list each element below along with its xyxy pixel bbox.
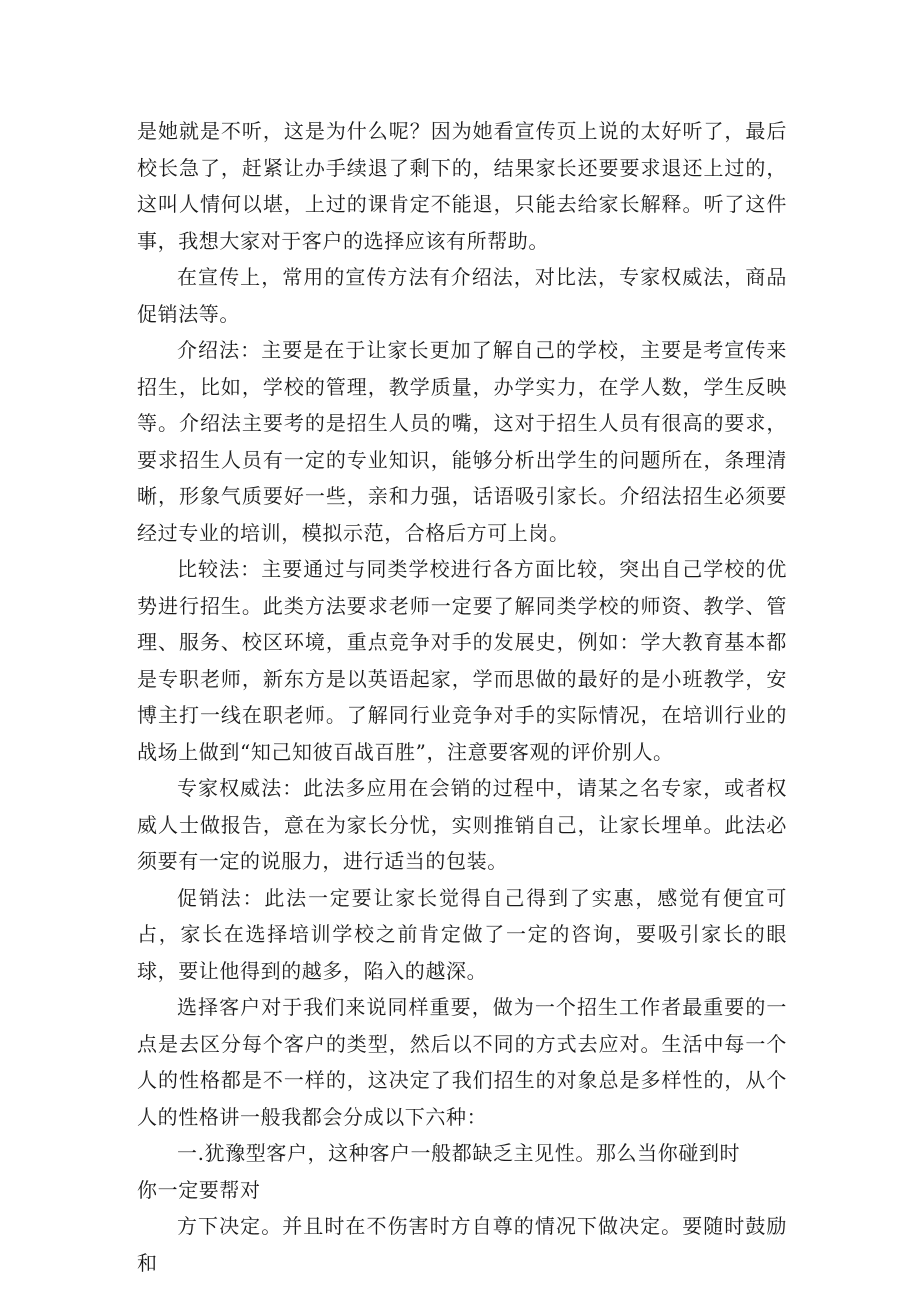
paragraph-promotion-sales-method: 促销法：此法一定要让家长觉得自己得到了实惠，感觉有便宜可占，家长在选择培训学校之前肯定做了一定的咨询，要吸引家长的眼球，要让他得到的越多，陷入的越深。 [137,885,787,983]
paragraph-decision-help: 方下决定。并且时在不伤害时方自尊的情况下做决定。要随时鼓励和 [137,1214,787,1275]
paragraph-expert-method: 专家权威法：此法多应用在会销的过程中，请某之名专家，或者权威人士做报告，意在为家长分忧，实则推销自己，让家长埋单。此法必须要有一定的说服力，进行适当的包装。 [137,776,787,873]
document-body [137,113,787,1281]
paragraph-comparison-method: 比较法：主要通过与同类学校进行各方面比较，突出自己学校的优势进行招生。此类方法要求老师一定要了解同类学校的师资、教学、管理、服务、校区环境，重点竞争对手的发展史，例如：学大教育基本都是专职老师，新东方是以英语起家，学而思做的最好的是小班教学，安博主打一线在职老师。了解同行业竞争对手的实际情况，在培训行业的战场上做到“知己知彼百战百胜”，注意要客观的评价别人。 [137,557,787,764]
paragraph-introduction-method: 介绍法：主要是在于让家长更加了解自己的学校，主要是考宣传来招生，比如，学校的管理，教学质量，办学实力，在学人数，学生反映等。介绍法主要考的是招生人员的嘴，这对于招生人员有很高的要求，要求招生人员有一定的专业知识，能够分析出学生的问题所在，条理清晰，形象气质要好一些，亲和力强，话语吸引家长。介绍法招生必须要经过专业的培训，模拟示范，合格后方可上岗。 [137,338,787,545]
paragraph-customer-selection: 选择客户对于我们来说同样重要，做为一个招生工作者最重要的一点是去区分每个客户的类型，然后以不同的方式去应对。生活中每一个人的性格都是不一样的，这决定了我们招生的对象总是多样性的，从个人的性格讲一般我都会分成以下六种： [137,995,787,1129]
paragraph-promotion-methods: 在宣传上，常用的宣传方法有介绍法，对比法，专家权威法，商品促销法等。 [137,265,787,326]
paragraph-continuation: 是她就是不听，这是为什么呢？因为她看宣传页上说的太好听了，最后校长急了，赶紧让办手续退了剩下的，结果家长还要要求退还上过的，这叫人情何以堪，上过的课肯定不能退，只能去给家长解释。听了这件事，我想大家对于客户的选择应该有所帮助。 [137,119,787,253]
paragraph-hesitant-customer-cont: 你一定要帮对 [137,1177,261,1202]
paragraph-hesitant-customer: 一.犹豫型客户，这种客户一般都缺乏主见性。那么当你碰到时 [177,1141,741,1165]
